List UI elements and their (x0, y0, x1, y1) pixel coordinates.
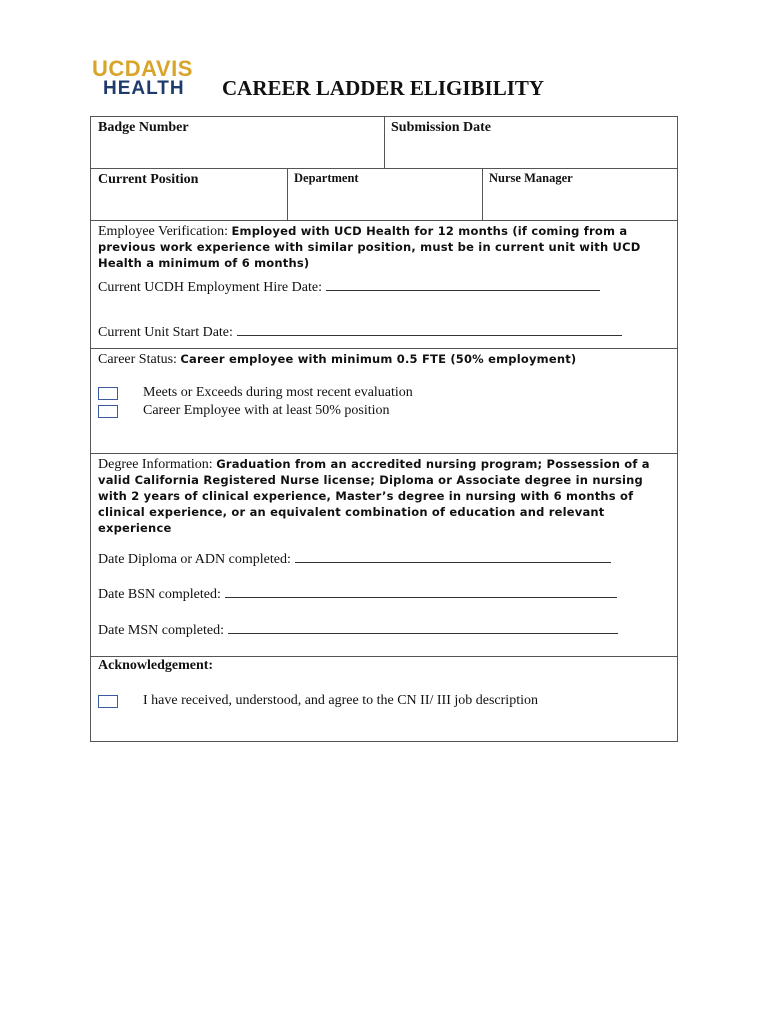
degree-information-description: Graduation from an accredited nursing program; Possession of a valid California Registered Nurse license; Diploma or Associate degree in nursing with 2 years of clinical experience, Master’s degree in nursing with 6 months of clinical experience, or an equivalent combination of education and relevant experience (98, 457, 650, 535)
employee-verification-description: Employed with UCD Health for 12 months (if coming from a previous work experience with similar position, must be in current unit with UCD Health a minimum of 6 months) (98, 224, 641, 270)
bsn-row (98, 585, 617, 603)
msn-input[interactable] (228, 621, 618, 634)
hire-date-label: Current UCDH Employment Hire Date: (98, 280, 322, 295)
bsn-input[interactable] (225, 585, 617, 598)
hire-date-row (98, 278, 600, 296)
ucdavis-health-logo (92, 58, 202, 100)
bsn-label: Date BSN completed: (98, 587, 221, 602)
eligibility-form (90, 116, 678, 742)
msn-row (98, 621, 618, 639)
column-divider (482, 168, 483, 220)
logo-line-1: UCDAVIS (92, 56, 193, 81)
row-divider (91, 453, 677, 454)
hire-date-input[interactable] (326, 278, 600, 291)
meets-exceeds-label: Meets or Exceeds during most recent evaluation (143, 385, 413, 400)
nurse-manager-field[interactable]: Nurse Manager (489, 171, 573, 185)
career-status-lead: Career Status: (98, 352, 181, 367)
acknowledgement-heading: Acknowledgement: (98, 658, 214, 673)
degree-information-lead: Degree Information: (98, 457, 217, 472)
diploma-label: Date Diploma or ADN completed: (98, 552, 291, 567)
page-title: CAREER LADDER ELIGIBILITY (222, 76, 545, 100)
unit-start-label: Current Unit Start Date: (98, 325, 233, 340)
employee-verification-heading (98, 223, 672, 271)
row-divider (91, 168, 677, 169)
row-divider (91, 220, 677, 221)
acknowledgement-checkbox[interactable] (98, 695, 118, 708)
diploma-input[interactable] (295, 550, 611, 563)
unit-start-row (98, 323, 622, 341)
unit-start-input[interactable] (237, 323, 622, 336)
current-position-field[interactable]: Current Position (98, 172, 199, 187)
acknowledgement-label: I have received, understood, and agree to the CN II/ III job description (143, 693, 538, 708)
row-divider (91, 656, 677, 657)
career-status-description: Career employee with minimum 0.5 FTE (50% employment) (180, 352, 577, 366)
row-divider (91, 348, 677, 349)
msn-label: Date MSN completed: (98, 623, 224, 638)
career-employee-label: Career Employee with at least 50% position (143, 403, 390, 418)
career-employee-checkbox[interactable] (98, 405, 118, 418)
degree-information-heading (98, 456, 672, 536)
employee-verification-lead: Employee Verification: (98, 224, 232, 239)
department-field[interactable]: Department (294, 171, 359, 185)
career-status-heading (98, 351, 672, 367)
column-divider (287, 168, 288, 220)
submission-date-field[interactable]: Submission Date (391, 120, 491, 135)
logo-line-2: HEALTH (103, 78, 185, 99)
column-divider (384, 117, 385, 168)
diploma-row (98, 550, 611, 568)
badge-number-field[interactable]: Badge Number (98, 120, 189, 135)
meets-exceeds-checkbox[interactable] (98, 387, 118, 400)
